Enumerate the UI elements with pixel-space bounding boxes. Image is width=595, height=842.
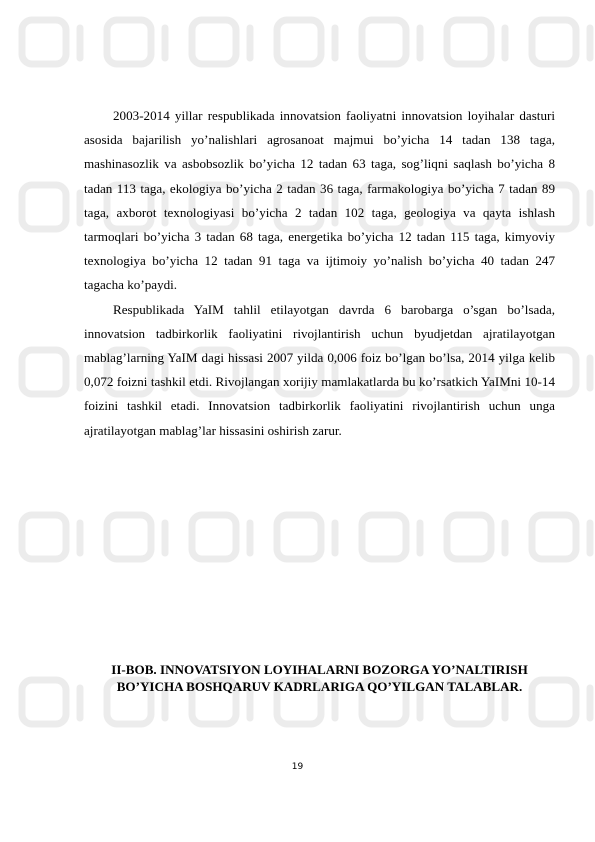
chapter-heading-line1: II-BOB. INNOVATSIYON LOYIHALARNI BOZORGA YO’NALTIRISH [111,662,528,677]
watermark-mark [192,515,250,559]
watermark-mark [447,20,505,64]
page-number: 19 [291,762,304,772]
chapter-heading [84,661,555,695]
watermark-mark [532,515,590,559]
watermark-mark [107,515,165,559]
watermark-mark [277,515,335,559]
chapter-heading-line2: BO’YICHA BOSHQARUV KADRLARIGA QO’YILGAN TALABLAR. [116,679,523,694]
watermark-mark [22,680,80,724]
paragraph-innovation-projects: 2003-2014 yillar respublikada innovatsion faoliyatni innovatsion loyihalar dasturi asosida bajarilish yo’nalishlari agrosanoat majmui bo’yicha 14 tadan 138 taga, mashinasozlik va asbobsozlik bo’yicha 12 tadan 63 taga, sog’liqni saqlash bo’yicha 8 tadan 113 taga, ekologiya bo’yicha 2 tadan 36 taga, farmakologiya bo’yicha 7 tadan 89 taga, axborot texnologiyasi bo’yicha 2 tadan 102 taga, geologiya va qayta ishlash tarmoqlari bo’yicha 3 tadan 68 taga, energetika bo’yicha 12 tadan 115 taga, kimyoviy texnologiya bo’yicha 12 tadan 91 taga va ijtimoiy yo’nalish bo’yicha 40 tadan 247 tagacha ko’paydi. [84,108,555,293]
watermark-mark [362,20,420,64]
paragraph-gdp-share: Respublikada YaIM tahlil etilayotgan davrda 6 barobarga o’sgan bo’lsada, innovatsion tadbirkorlik faoliyatini rivojlantirish uchun byudjetdan ajratilayotgan mablag’larning YaIM dagi hissasi 2007 yilda 0,006 foiz bo’lgan bo’lsa, 2014 yilga kelib 0,072 foizni tashkil etdi. Rivojlangan xorijiy mamlakatlarda bu ko’rsatkich YaIMni 10-14 foizini tashkil etadi. Innovatsion tadbirkorlik faoliyatini rivojlantirish uchun unga ajratilayotgan mablag’lar hissasini oshirish zarur. [84,301,555,438]
watermark-mark [447,515,505,559]
watermark-mark [22,515,80,559]
watermark-mark [277,20,335,64]
watermark-mark [362,515,420,559]
watermark-mark [22,350,80,394]
watermark-mark [532,20,590,64]
watermark-mark [107,20,165,64]
watermark-mark [192,20,250,64]
watermark-mark [22,185,80,229]
watermark-mark [22,20,80,64]
main-text [84,104,555,443]
